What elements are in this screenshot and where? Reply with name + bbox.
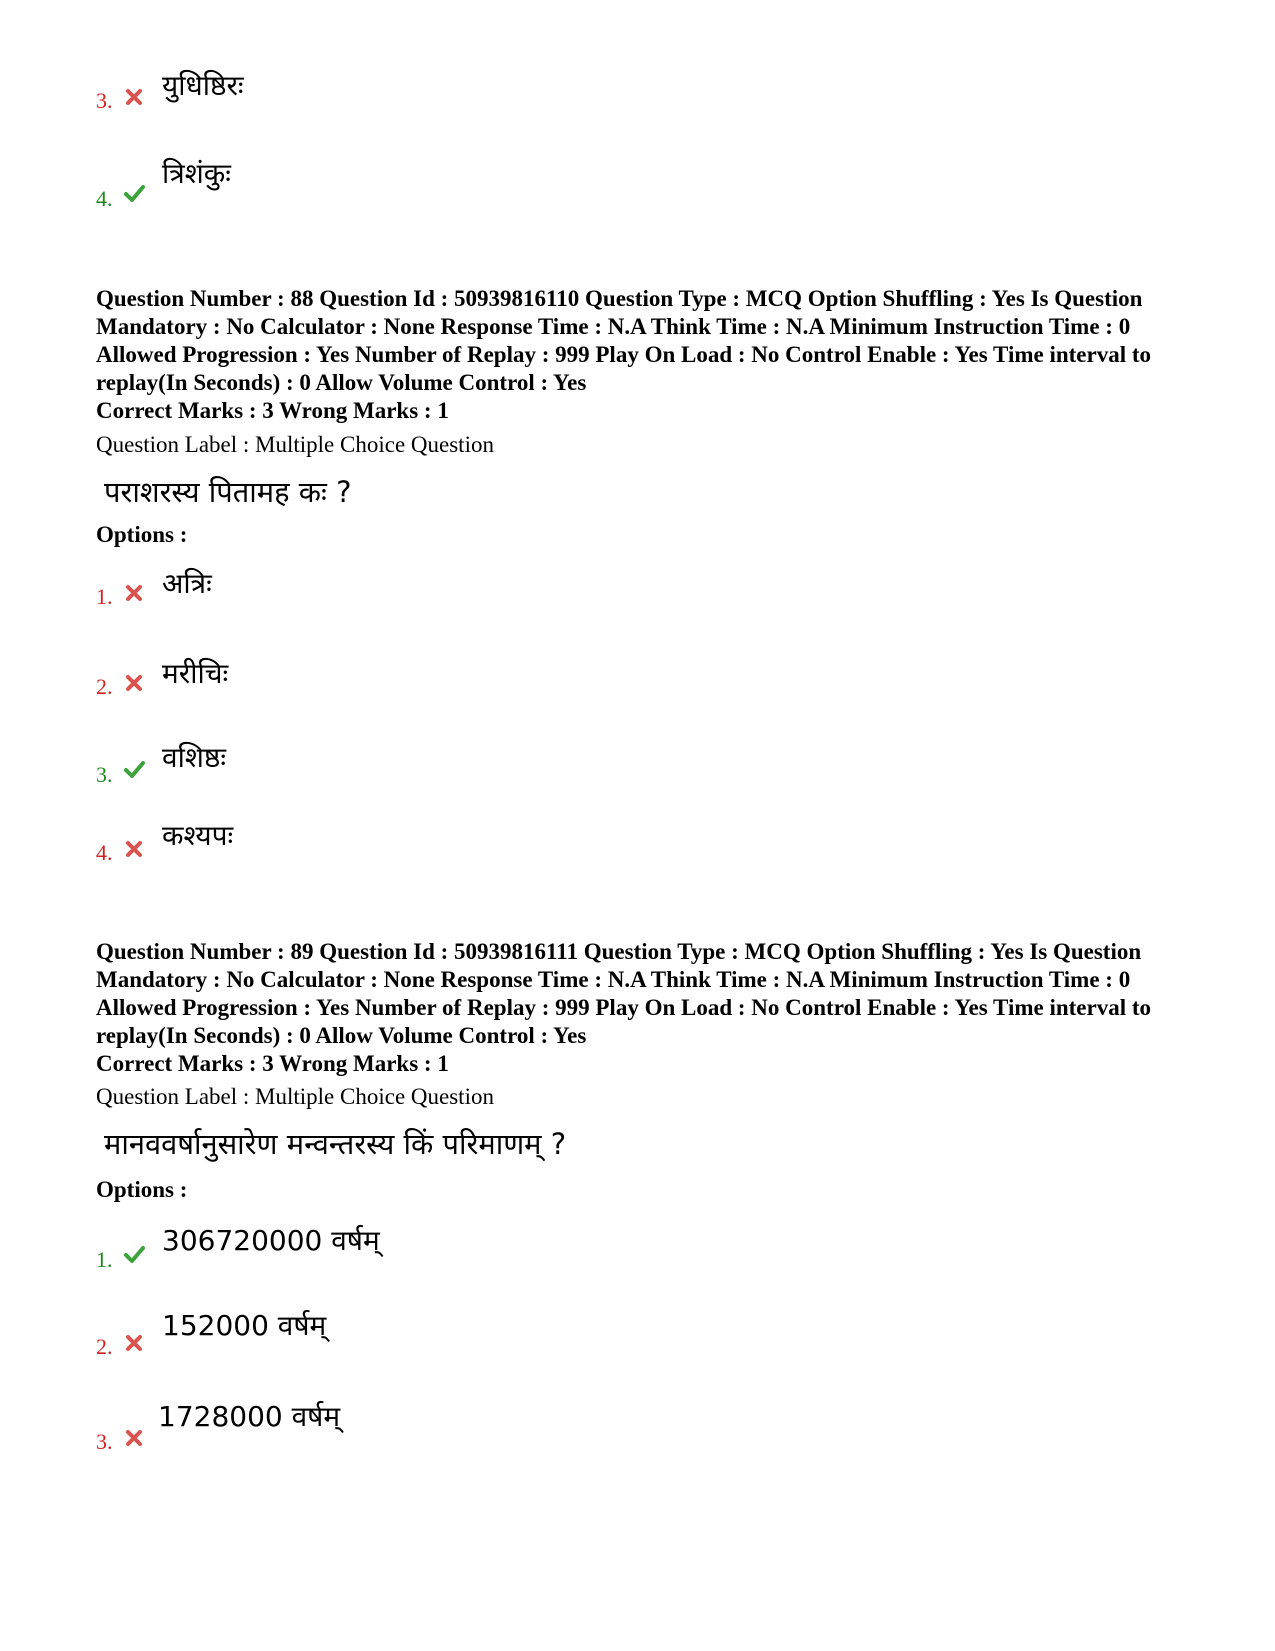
- question-label: Question Label : Multiple Choice Question: [96, 1084, 494, 1109]
- question-text: मानववर्षानुसारेण मन्वन्तरस्य किं परिमाणम् ?: [104, 1127, 567, 1161]
- question-meta: Question Number : 88 Question Id : 50939816110 Question Type : MCQ Option Shuffling : Yes Is Question Mandatory : No Calculator : None Response Time : N.A Think Time : N.A Minimum Instruction Time : 0 Allowed Progression : Yes Number of Replay : 999 Play On Load : No Control Enable : Yes Time interval to replay(In Seconds) : 0 Allow Volume Control : Yes: [96, 286, 1152, 395]
- option-text: युधिष्ठिरः: [162, 69, 244, 102]
- check-icon: [123, 758, 145, 780]
- option-number: 2.: [96, 674, 113, 699]
- cross-icon: [123, 86, 145, 108]
- option-number: 3.: [96, 762, 113, 787]
- question-meta: Question Number : 89 Question Id : 50939816111 Question Type : MCQ Option Shuffling : Yes Is Question Mandatory : No Calculator : None Response Time : N.A Think Time : N.A Minimum Instruction Time : 0 Allowed Progression : Yes Number of Replay : 999 Play On Load : No Control Enable : Yes Time interval to replay(In Seconds) : 0 Allow Volume Control : Yes: [96, 939, 1152, 1048]
- question-label: Question Label : Multiple Choice Question: [96, 432, 494, 457]
- option-number: 1.: [96, 584, 113, 609]
- cross-icon: [123, 672, 145, 694]
- option-text: कश्यपः: [162, 819, 234, 852]
- cross-icon: [123, 582, 145, 604]
- option-text: 306720000 वर्षम्: [162, 1224, 380, 1257]
- option-text: अत्रिः: [162, 567, 212, 600]
- cross-icon: [123, 838, 145, 860]
- option-number: 4.: [96, 186, 113, 211]
- check-icon: [123, 1243, 145, 1265]
- question-text: पराशरस्य पितामह कः ?: [104, 475, 352, 509]
- option-number: 3.: [96, 88, 113, 113]
- question-marks: Correct Marks : 3 Wrong Marks : 1: [96, 1051, 449, 1076]
- question-marks: Correct Marks : 3 Wrong Marks : 1: [96, 398, 449, 423]
- option-number: 2.: [96, 1334, 113, 1359]
- option-text: 152000 वर्षम्: [162, 1309, 327, 1342]
- option-text: 1728000 वर्षम्: [158, 1400, 341, 1433]
- cross-icon: [123, 1427, 145, 1449]
- option-text: मरीचिः: [162, 657, 229, 690]
- option-number: 1.: [96, 1247, 113, 1272]
- option-text: त्रिशंकुः: [162, 157, 231, 190]
- check-icon: [123, 182, 145, 204]
- option-number: 4.: [96, 840, 113, 865]
- cross-icon: [123, 1332, 145, 1354]
- options-heading: Options :: [96, 1177, 188, 1202]
- option-number: 3.: [96, 1429, 113, 1454]
- option-text: वशिष्ठः: [162, 741, 227, 774]
- options-heading: Options :: [96, 522, 188, 547]
